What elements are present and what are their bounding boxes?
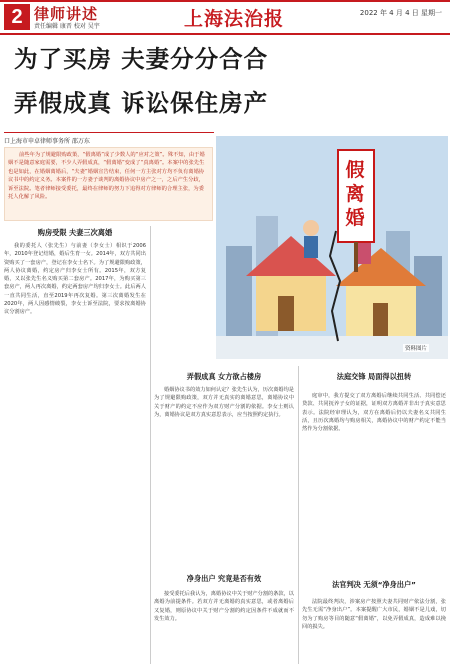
col1-heading: 购房受限 夫妻三次离婚 [37, 228, 113, 237]
header-rule [0, 33, 450, 35]
byline: 口上海市申卓律师事务所 邵万东 [4, 138, 90, 145]
section-title: 律师讲述 [34, 5, 99, 23]
newspaper-brand: 上海法治报 [184, 8, 285, 30]
col3-paragraph2: 法院最终判决，涉案房产按照夫妻共同财产依法分割，张先生无需“净身出户”。本案提醒广大市民，婚姻不是儿戏，切勿为了购房等目的随意“假离婚”，以免弄假成真，造成难以挽回的损失。 [302, 599, 446, 630]
col2-text2 [154, 590, 294, 664]
col2-heading1: 弄假成真 女方欲占楼房 [186, 372, 262, 381]
issue-date: 2022 年 4 月 4 日 星期一 [359, 9, 442, 17]
col3-text1 [302, 392, 446, 572]
col2-paragraph2: 接受委托后我认为，离婚协议中关于财产分割的条款，以离婚为前提条件。若双方并无离婚的真实意思，或者离婚后又复婚，则原协议中关于财产分割的约定因条件不成就而不发生效力。 [154, 591, 294, 622]
intro-paragraph: 前些年为了规避限购政策，“假离婚”成了少数人的“应对之策”。殊不知，由于婚姻不是随意家庭需要，不少人弄假成真，“假离婚”变成了“真离婚”。本案中的张先生也是如此，在婚姻离婚后，“夫妻”婚姻宣告结束，任何一方主张对方均不负有离婚协议书中的约定义务。本案件的一方妻子谈判的离婚协议中房产之一，之后产生分歧，诉至法院。笔者律师接受委托，最终在律师的努力下追得对方律师的合理主张，为委托人化解了风险。 [8, 152, 205, 201]
top-rule [0, 0, 450, 2]
col3-text2 [302, 598, 446, 664]
col3-heading1: 法庭交锋 局面得以扭转 [336, 372, 412, 381]
illustration-sign: 假离婚 [345, 159, 365, 229]
column-divider [298, 366, 299, 664]
headline-line1: 为了买房 夫妻分分合合 [14, 45, 269, 73]
column-divider [150, 226, 151, 664]
editors-line: 责任编辑 康晋 校对 吴宇 [34, 23, 100, 30]
divorce-illustration [216, 136, 448, 359]
col2-paragraph1: 婚姻协议书的效力如何认定？张先生认为，历次离婚均是为了规避限购政策，双方并无真实的离婚意思，离婚协议中关于财产的约定不应作为双方财产分割的依据。李女士则认为，离婚协议是双方真实意思表示，应当按照约定执行。 [154, 387, 294, 418]
page-number: 2 [4, 4, 30, 30]
col2-heading2: 净身出户 究竟是否有效 [186, 574, 262, 583]
col1-text [4, 242, 146, 664]
photo-credit: 资料图片 [405, 346, 428, 352]
headline-line2: 弄假成真 诉讼保住房产 [14, 89, 269, 117]
col2-text1 [154, 386, 294, 566]
byline-rule [4, 132, 214, 133]
col1-paragraph: 我的委托人（张先生）与前妻（李女士）相识于2006年，2010年登记结婚，婚后生育一女。2014年，双方共同出资购买了一套房产，登记在李女士名下。为了规避限购政策，两人协议离婚，约定房产归李女士所有。2015年，双方复婚，又以张先生名义购买第二套房产。2017年，为购买第三套房产，两人再次离婚，约定两套房产均归李女士。此后两人一直共同生活，直至2019年再次复婚。第三次离婚发生在2020年，两人因感情破裂，李女士诉至法院，要求按离婚协议分割房产。 [4, 243, 146, 316]
col3-paragraph1: 庭审中，我方提交了双方离婚后继续共同生活、共同偿还贷款、共同抚养子女的证据，证明双方离婚并非出于真实意思表示。法院经审理认为，双方在离婚后仍以夫妻名义共同生活，且历次离婚均与购房相关，离婚协议中的财产约定不能当然作为分割依据。 [302, 393, 446, 433]
col3-heading2: 法官判决 无须“净身出户” [332, 580, 416, 589]
